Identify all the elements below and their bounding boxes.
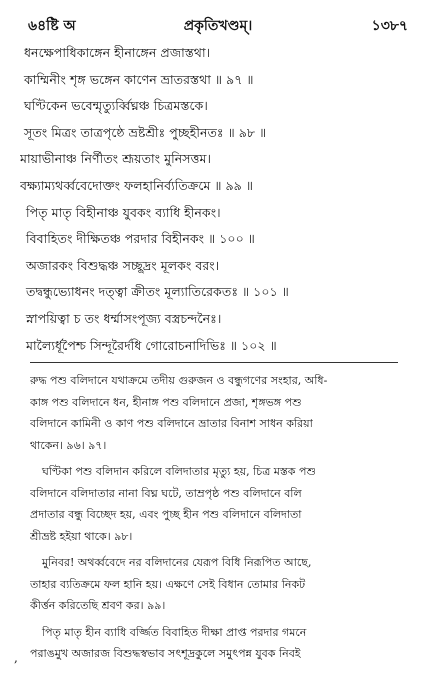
commentary-line: পিতৃ মাতৃ হীন ব্যাধি বর্জ্জিত বিবাহিত দীক্ষা প্রাপ্ত পরদার গমনে [42,625,307,639]
verse-line: স্নাপয়িত্বা চ তং ধর্ম্মাসংপূজ্য বস্ত্রচন্দনৈঃ। [26,310,222,326]
commentary-paragraph [30,552,402,617]
margin-mark: , [14,651,18,665]
verse-line: মাল্যৈর্ধূপৈশ্চ সিন্দূরৈর্দধি গোরোচনাদিভিঃ ॥ ১০২ ॥ [26,337,277,353]
commentary-line: পরাঙমুখ অজারজ বিশুদ্ধস্বভাব সৎশূদ্রকুলে সমুৎপন্ন যুবক নিবই [30,647,301,660]
verse-line: ধনক্ষেপাধিকাঙ্গেন হীনাঙ্গেন প্রজাস্তথা। [24,45,211,60]
chapter-label: ৬৪ষ্টি অ [28,18,76,34]
verse-line: কাম্মিনীং শৃঙ্গ ভঙ্গেন কাণেন ভ্রাতরস্তথা ॥ ৯৭ ॥ [24,71,254,87]
commentary-line: ঘণ্টিকা পশু বলিদান করিলে বলিদাতার মৃত্যু হয়, চিত্র মস্তক পশু [42,465,316,478]
commentary-line: কাঙ্গ পশু বলিদানে ধন, হীনাঙ্গ পশু বলিদানে প্রজা, শৃঙ্গভঙ্গ পশু [30,395,302,409]
verse-line: বিবাহিতং দীক্ষিতঞ্চ পরদার বিহীনকং ॥ ১০০ ॥ [26,231,255,247]
commentary-paragraph [30,461,402,547]
verse-line: তদ্বন্ধুভ্যোধনং দত্ত্বা ক্রীতং মূল্যাতিরেকতঃ ॥ ১০১ ॥ [26,284,289,300]
commentary-paragraph [30,370,402,456]
commentary-line: শ্রীভ্রষ্ট হইয়া থাকে। ৯৮। [30,529,133,543]
page-header [28,14,408,34]
commentary-paragraph [30,622,402,665]
verse-line: অজারকং বিশুদ্ধঞ্চ সচ্ছূদ্রং মূলকং বরং। [26,257,220,273]
book-title: প্রকৃতিখণ্ডম্। [183,18,253,34]
sanskrit-verses [20,40,410,359]
commentary-line: বলিদানে কামিনী ও কাণ পশু বলিদানে ভ্রাতার বিনাশ সাধন করিয়া [30,417,313,430]
commentary-line: বলিদানে বলিদাতার নানা বিঘ্ন ঘটে, তাম্রপৃষ্ঠ পশু বলিদানে বলি [30,486,302,500]
bengali-commentary [30,370,402,665]
section-divider [30,362,398,363]
commentary-line: মুনিবর! অথর্ব্ববেদে নর বলিদানের যেরূপ বিধি নিরূপিত আছে, [42,556,312,569]
commentary-line: থাকেন। ৯৬। ৯৭। [30,438,107,452]
page-number: ১৩৮৭ [371,18,408,34]
verse-line: সূতং মিত্রং তাত্রপৃষ্ঠে ভ্রষ্টশ্রীঃ পুচ্ছহীনতঃ ॥ ৯৮ ॥ [24,124,267,140]
verse-line: ঘণ্টিকেন ভবেন্মৃত্যুর্ব্বিঘ্নঞ্চ চিত্রমস্তকে। [24,98,208,114]
commentary-line: প্রদাতার বন্ধু বিচ্ছেদ হয়, এবং পুচ্ছ হীন পশু বলিদানে বলিদাতা [30,508,302,521]
verse-line: পিতৃ মাতৃ বিহীনাঞ্চ যুবকং ব্যাধি হীনকং। [26,204,221,220]
verse-line: বক্ষ্যাম্যথর্ব্ববেদোক্তং ফলহানির্ব্যতিক্রমে ॥ ৯৯ ॥ [20,177,253,193]
commentary-line: রুদ্ধ পশু বলিদানে যথাক্রমে তদীয় গুরুজন ও বন্ধুগণের সংহার, অধি- [30,374,328,387]
verse-line: মায়াভীনাঞ্চ নির্ণীতং শ্রূয়তাং মুনিসত্তম। [20,151,212,167]
commentary-line: তাহার ব্যতিক্রমে ফল হানি হয়। এক্ষণে সেই বিধান তোমার নিকট [30,577,306,591]
commentary-line: কীর্ত্তন করিতেছি শ্রবণ কর। ৯৯। [30,599,166,612]
